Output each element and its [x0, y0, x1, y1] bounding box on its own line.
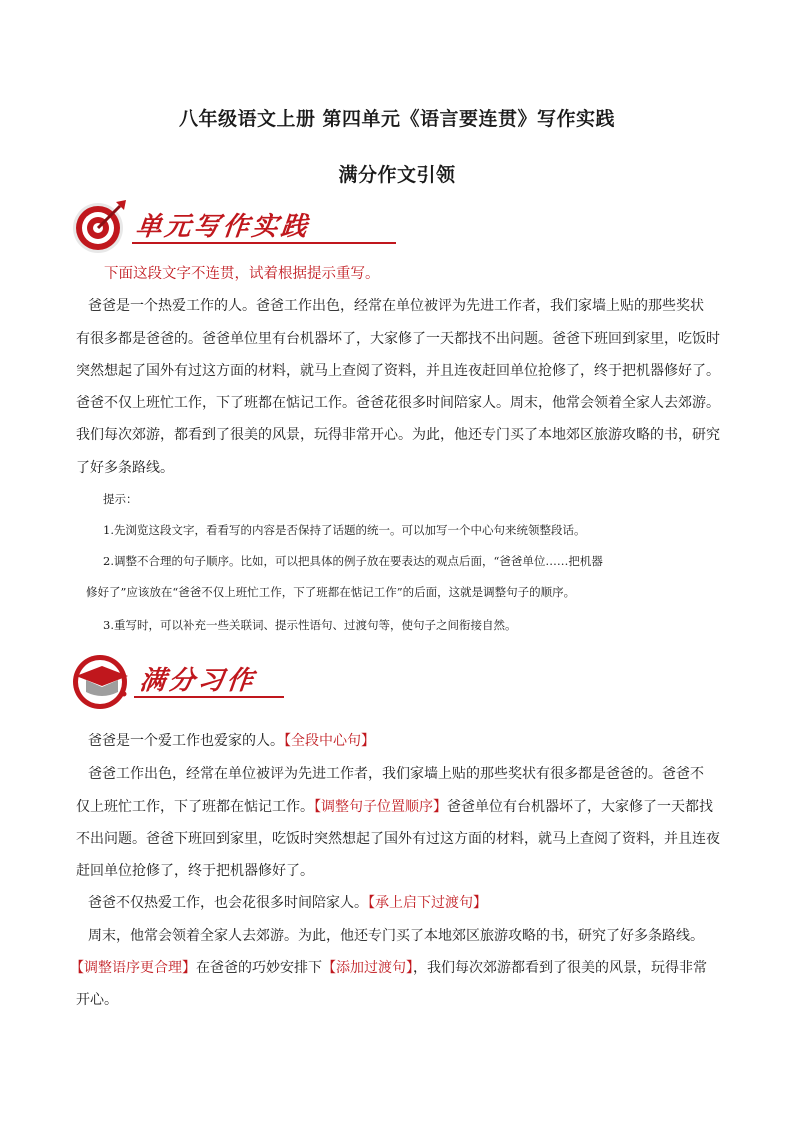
original-text-line: 了好多条路线。 — [76, 460, 174, 476]
annotation-tag: 【添加过渡句】 — [322, 960, 413, 976]
section-title: 单元写作实践 — [134, 212, 312, 242]
banner-underline — [134, 696, 284, 698]
task-prompt: 下面这段文字不连贯，试着根据提示重写。 — [104, 266, 380, 282]
hint-item: 2.调整不合理的句子顺序。比如，可以把具体的例子放在要表达的观点后面，“爸爸单位……把机器 — [103, 554, 603, 568]
original-text-line: 有很多都是爸爸的。爸爸单位里有台机器坏了，大家修了一天都找不出问题。爸爸下班回到家里，吃饭时 — [76, 331, 720, 347]
hint-item: 3.重写时，可以补充一些关联词、提示性语句、过渡句等，使句子之间衔接自然。 — [103, 618, 517, 632]
graduation-cap-icon — [70, 650, 134, 712]
hint-item: 1.先浏览这段文字，看看写的内容是否保持了话题的统一。可以加写一个中心句来统领整段话。 — [103, 523, 586, 537]
essay-paragraph — [88, 893, 487, 913]
banner-underline — [132, 242, 396, 244]
original-text-line: 爸爸不仅上班忙工作，下了班都在惦记工作。爸爸花很多时间陪家人。周末，他常会领着全家人去郊游。 — [76, 395, 720, 411]
essay-text: ，我们每次郊游都看到了很美的风景，玩得非常 — [413, 960, 707, 976]
annotation-tag: 【承上启下过渡句】 — [368, 895, 487, 911]
document-title: 八年级语文上册 第四单元《语言要连贯》写作实践 — [178, 108, 616, 130]
original-text-line: 我们每次郊游，都看到了很美的风景，玩得非常开心。为此，他还专门买了本地郊区旅游攻略的书，研究 — [76, 427, 720, 443]
essay-line — [70, 958, 707, 978]
section-banner-writing-practice — [70, 196, 340, 256]
essay-paragraph: 爸爸工作出色，经常在单位被评为先进工作者，我们家墙上贴的那些奖状有很多都是爸爸的。爸爸不 — [88, 766, 704, 782]
essay-text: 在爸爸的巧妙安排下 — [196, 960, 322, 976]
hint-item-continued: 修好了”应该放在“爸爸不仅上班忙工作，下了班都在惦记工作”的后面，这就是调整句子的顺序。 — [86, 585, 576, 599]
essay-line: 赶回单位抢修了，终于把机器修好了。 — [76, 863, 314, 879]
hint-label: 提示： — [103, 492, 138, 506]
annotation-tag: 【调整句子位置顺序】 — [314, 799, 447, 815]
section-banner-full-score — [70, 650, 300, 710]
original-text-line: 爸爸是一个热爱工作的人。爸爸工作出色，经常在单位被评为先进工作者，我们家墙上贴的那些奖状 — [88, 298, 704, 314]
annotation-tag: 【全段中心句】 — [284, 733, 375, 749]
essay-text: 仅上班忙工作，下了班都在惦记工作。 — [76, 799, 314, 815]
annotation-tag: 【调整语序更合理】 — [70, 960, 196, 976]
original-text-line: 突然想起了国外有过这方面的材料，就马上查阅了资料，并且连夜赶回单位抢修了，终于把机器修好了。 — [76, 363, 720, 379]
essay-text: 爸爸单位有台机器坏了，大家修了一天都找 — [447, 799, 713, 815]
essay-line: 不出问题。爸爸下班回到家里，吃饭时突然想起了国外有过这方面的材料，就马上查阅了资料，并且连夜 — [76, 831, 720, 847]
document-subtitle: 满分作文引领 — [338, 164, 456, 186]
essay-text: 爸爸不仅热爱工作，也会花很多时间陪家人。 — [88, 895, 368, 911]
essay-text: 爸爸是一个爱工作也爱家的人。 — [88, 733, 284, 749]
essay-line — [76, 797, 713, 817]
section-title: 满分习作 — [138, 666, 258, 696]
target-icon — [70, 196, 132, 258]
essay-line: 开心。 — [76, 992, 118, 1008]
essay-paragraph — [88, 731, 375, 751]
essay-paragraph: 周末，他常会领着全家人去郊游。为此，他还专门买了本地郊区旅游攻略的书，研究了好多条路线。 — [88, 928, 704, 944]
